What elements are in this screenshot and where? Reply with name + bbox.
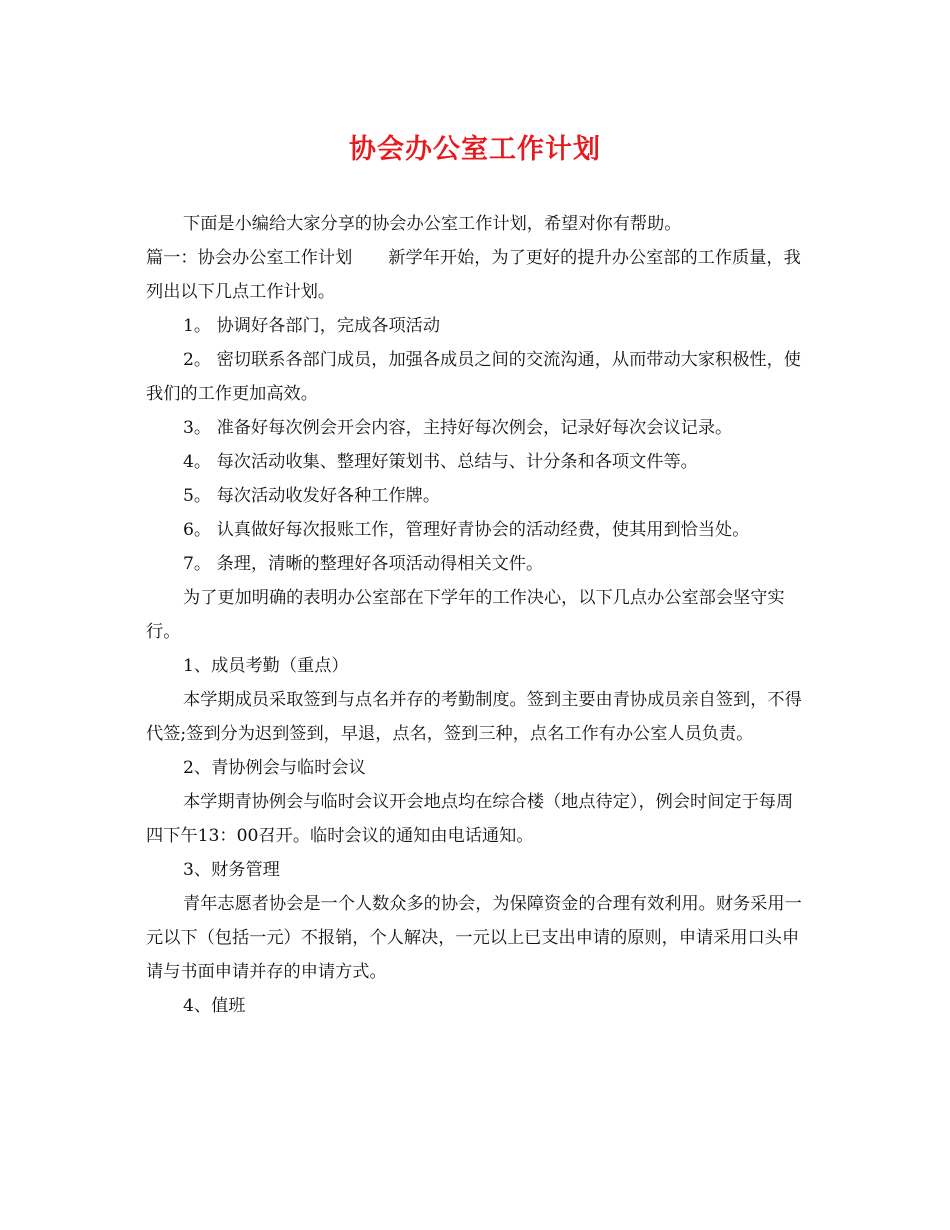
section-text-meetings: 本学期青协例会与临时会议开会地点均在综合楼（地点待定），例会时间定于每周四下午13：00召开。临时会议的通知由电话通知。 [146, 792, 794, 846]
section-one-paragraph [146, 241, 806, 309]
intro-paragraph: 下面是小编给大家分享的协会办公室工作计划，希望对你有帮助。 [183, 214, 682, 234]
plan-item-1: 1。 协调好各部门，完成各项活动 [183, 316, 441, 336]
section-heading-meetings: 2、青协例会与临时会议 [183, 758, 366, 778]
plan-item-5: 5。 每次活动收发好各种工作牌。 [183, 486, 441, 506]
section-label: 篇一：协会办公室工作计划 [146, 248, 353, 268]
plan-item-4: 4。 每次活动收集、整理好策划书、总结与、计分条和各项文件等。 [183, 452, 698, 472]
section-heading-attendance: 1、成员考勤（重点） [183, 656, 349, 676]
plan-item-3: 3。 准备好每次例会开会内容，主持好每次例会，记录好每次会议记录。 [183, 418, 733, 438]
section-heading-finance: 3、财务管理 [183, 860, 280, 880]
resolution-paragraph: 为了更加明确的表明办公室部在下学年的工作决心，以下几点办公室部会坚守实行。 [146, 588, 785, 642]
section-text-attendance: 本学期成员采取签到与点名并存的考勤制度。签到主要由青协成员亲自签到，不得代签;签到分为迟到签到，早退，点名，签到三种，点名工作有办公室人员负责。 [146, 690, 802, 744]
plan-item-6: 6。 认真做好每次报账工作，管理好青协会的活动经费，使其用到恰当处。 [183, 520, 750, 540]
plan-item-2: 2。 密切联系各部门成员，加强各成员之间的交流沟通，从而带动大家积极性，使我们的工作更加高效。 [146, 350, 801, 404]
section-heading-duty: 4、值班 [183, 996, 246, 1016]
plan-item-7: 7。 条理，清晰的整理好各项活动得相关文件。 [183, 554, 544, 574]
section-text-finance: 青年志愿者协会是一个人数众多的协会，为保障资金的合理有效利用。财务采用一元以下（包括一元）不报销，个人解决，一元以上已支出申请的原则，申请采用口头申请与书面申请并存的申请方式。 [146, 894, 802, 982]
section-intro: 新学年开始，为了更好的提升办公室部的工作质量，我列出以下几点工作计划。 [146, 248, 801, 302]
document-body [146, 207, 806, 1023]
document-title: 协会办公室工作计划 [349, 134, 601, 165]
